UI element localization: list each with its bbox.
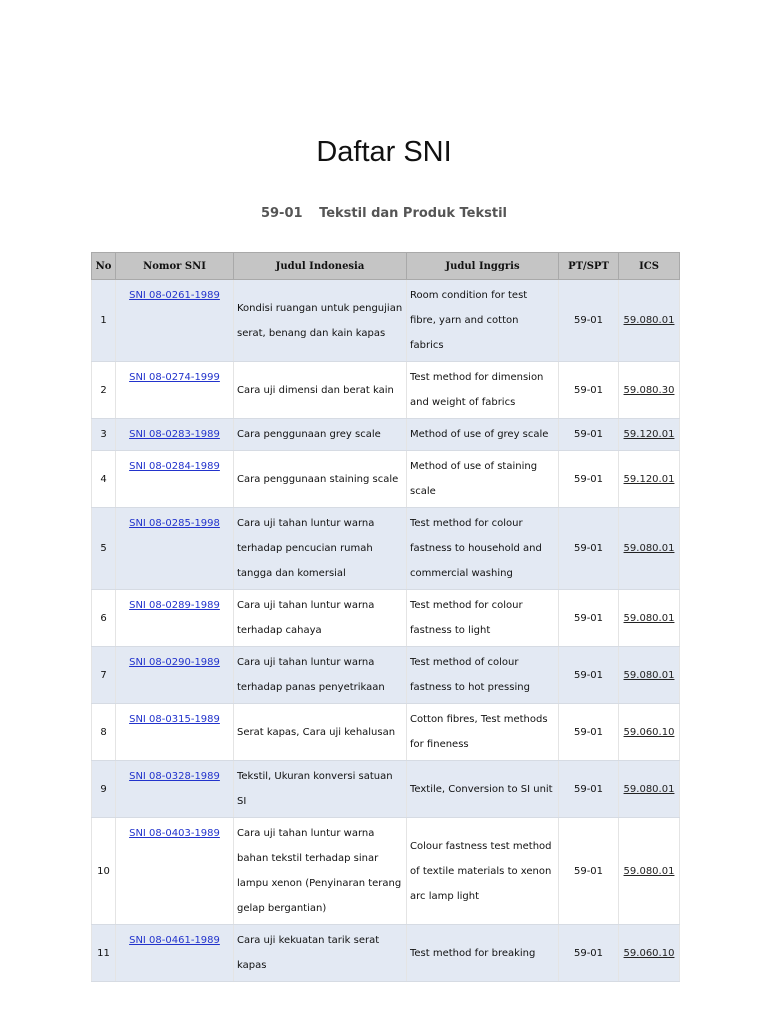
table-row xyxy=(92,508,680,590)
table-row xyxy=(92,818,680,925)
title-indonesian: Cara uji tahan luntur warna bahan tekstil terhadap sinar lampu xenon (Penyinaran terang gelap bergantian) xyxy=(234,818,407,925)
ics-link[interactable]: 59.080.01 xyxy=(623,865,675,877)
pt-spt: 59-01 xyxy=(559,704,619,761)
sni-number-link[interactable]: SNI 08-0283-1989 xyxy=(129,429,220,440)
table-row xyxy=(92,451,680,508)
ics-link[interactable]: 59.080.01 xyxy=(623,783,675,795)
pt-spt: 59-01 xyxy=(559,508,619,590)
table-header-row xyxy=(92,253,680,280)
ics-link[interactable]: 59.080.01 xyxy=(623,612,675,624)
table-row xyxy=(92,280,680,362)
table-row xyxy=(92,590,680,647)
sni-number-cell xyxy=(116,647,234,704)
sni-number-cell xyxy=(116,419,234,451)
row-number: 9 xyxy=(92,761,116,818)
title-indonesian: Cara uji dimensi dan berat kain xyxy=(234,362,407,419)
sni-number-cell xyxy=(116,925,234,982)
ics-cell xyxy=(619,647,680,704)
ics-link[interactable]: 59.120.01 xyxy=(623,473,675,485)
sni-number-link[interactable]: SNI 08-0274-1999 xyxy=(129,372,220,383)
sni-number-link[interactable]: SNI 08-0315-1989 xyxy=(129,714,220,725)
title-english: Test method of colour fastness to hot pressing xyxy=(407,647,559,704)
title-english: Test method for breaking xyxy=(407,925,559,982)
row-number: 11 xyxy=(92,925,116,982)
row-number: 5 xyxy=(92,508,116,590)
sni-number-cell xyxy=(116,818,234,925)
ics-link[interactable]: 59.080.01 xyxy=(623,669,675,681)
title-english: Test method for colour fastness to household and commercial washing xyxy=(407,508,559,590)
ics-link[interactable]: 59.080.01 xyxy=(623,543,675,554)
sni-table xyxy=(91,252,680,982)
sni-number-link[interactable]: SNI 08-0285-1998 xyxy=(129,518,220,529)
pt-spt: 59-01 xyxy=(559,818,619,925)
pt-spt: 59-01 xyxy=(559,451,619,508)
row-number: 1 xyxy=(92,280,116,362)
sni-number-link[interactable]: SNI 08-0461-1989 xyxy=(129,935,220,946)
row-number: 2 xyxy=(92,362,116,419)
section-name: Tekstil dan Produk Tekstil xyxy=(319,206,508,221)
pt-spt: 59-01 xyxy=(559,590,619,647)
sni-number-link[interactable]: SNI 08-0284-1989 xyxy=(129,461,220,472)
column-header-pt-spt: PT/SPT xyxy=(559,253,619,280)
ics-cell xyxy=(619,508,680,590)
table-row xyxy=(92,761,680,818)
title-indonesian: Cara uji tahan luntur warna terhadap pencucian rumah tangga dan komersial xyxy=(234,508,407,590)
pt-spt: 59-01 xyxy=(559,280,619,362)
title-indonesian: Tekstil, Ukuran konversi satuan SI xyxy=(234,761,407,818)
sni-number-cell xyxy=(116,590,234,647)
sni-number-cell xyxy=(116,451,234,508)
ics-link[interactable]: 59.060.10 xyxy=(623,947,675,959)
column-header-ics: ICS xyxy=(619,253,680,280)
ics-link[interactable]: 59.120.01 xyxy=(623,429,675,440)
pt-spt: 59-01 xyxy=(559,647,619,704)
title-english: Test method for dimension and weight of fabrics xyxy=(407,362,559,419)
table-row xyxy=(92,704,680,761)
sni-number-link[interactable]: SNI 08-0403-1989 xyxy=(129,828,220,839)
title-indonesian: Cara uji tahan luntur warna terhadap cahaya xyxy=(234,590,407,647)
row-number: 8 xyxy=(92,704,116,761)
sni-number-cell xyxy=(116,508,234,590)
ics-cell xyxy=(619,818,680,925)
table-row xyxy=(92,647,680,704)
row-number: 3 xyxy=(92,419,116,451)
title-indonesian: Kondisi ruangan untuk pengujian serat, benang dan kain kapas xyxy=(234,280,407,362)
title-english: Test method for colour fastness to light xyxy=(407,590,559,647)
sni-number-cell xyxy=(116,280,234,362)
ics-cell xyxy=(619,280,680,362)
sni-number-link[interactable]: SNI 08-0261-1989 xyxy=(129,290,220,301)
title-indonesian: Cara penggunaan grey scale xyxy=(234,419,407,451)
title-indonesian: Cara uji tahan luntur warna terhadap panas penyetrikaan xyxy=(234,647,407,704)
column-header-no: No xyxy=(92,253,116,280)
title-english: Colour fastness test method of textile materials to xenon arc lamp light xyxy=(407,818,559,925)
title-indonesian: Cara penggunaan staining scale xyxy=(234,451,407,508)
ics-cell xyxy=(619,925,680,982)
title-english: Method of use of grey scale xyxy=(407,419,559,451)
table-row xyxy=(92,925,680,982)
column-header-judul-inggris: Judul Inggris xyxy=(407,253,559,280)
title-indonesian: Serat kapas, Cara uji kehalusan xyxy=(234,704,407,761)
title-indonesian: Cara uji kekuatan tarik serat kapas xyxy=(234,925,407,982)
ics-link[interactable]: 59.080.30 xyxy=(623,384,675,396)
ics-cell xyxy=(619,704,680,761)
column-header-judul-indonesia: Judul Indonesia xyxy=(234,253,407,280)
pt-spt: 59-01 xyxy=(559,925,619,982)
ics-cell xyxy=(619,419,680,451)
title-english: Cotton fibres, Test methods for fineness xyxy=(407,704,559,761)
page-title: Daftar SNI xyxy=(316,136,452,168)
row-number: 7 xyxy=(92,647,116,704)
row-number: 4 xyxy=(92,451,116,508)
ics-cell xyxy=(619,451,680,508)
ics-cell xyxy=(619,590,680,647)
title-english: Method of use of staining scale xyxy=(407,451,559,508)
title-english: Room condition for test fibre, yarn and cotton fabrics xyxy=(407,280,559,362)
sni-number-cell xyxy=(116,761,234,818)
ics-cell xyxy=(619,761,680,818)
table-row xyxy=(92,362,680,419)
sni-number-cell xyxy=(116,704,234,761)
table-row xyxy=(92,419,680,451)
sni-number-link[interactable]: SNI 08-0289-1989 xyxy=(129,600,220,611)
row-number: 6 xyxy=(92,590,116,647)
sni-number-link[interactable]: SNI 08-0328-1989 xyxy=(129,771,220,782)
ics-link[interactable]: 59.080.01 xyxy=(623,315,675,326)
pt-spt: 59-01 xyxy=(559,362,619,419)
section-code: 59-01 xyxy=(260,206,303,221)
sni-number-cell xyxy=(116,362,234,419)
row-number: 10 xyxy=(92,818,116,925)
ics-link[interactable]: 59.060.10 xyxy=(623,726,675,738)
column-header-nomor-sni: Nomor SNI xyxy=(116,253,234,280)
title-english: Textile, Conversion to SI unit xyxy=(407,761,559,818)
pt-spt: 59-01 xyxy=(559,761,619,818)
pt-spt: 59-01 xyxy=(559,419,619,451)
ics-cell xyxy=(619,362,680,419)
section-heading xyxy=(0,204,768,224)
sni-number-link[interactable]: SNI 08-0290-1989 xyxy=(129,657,220,668)
